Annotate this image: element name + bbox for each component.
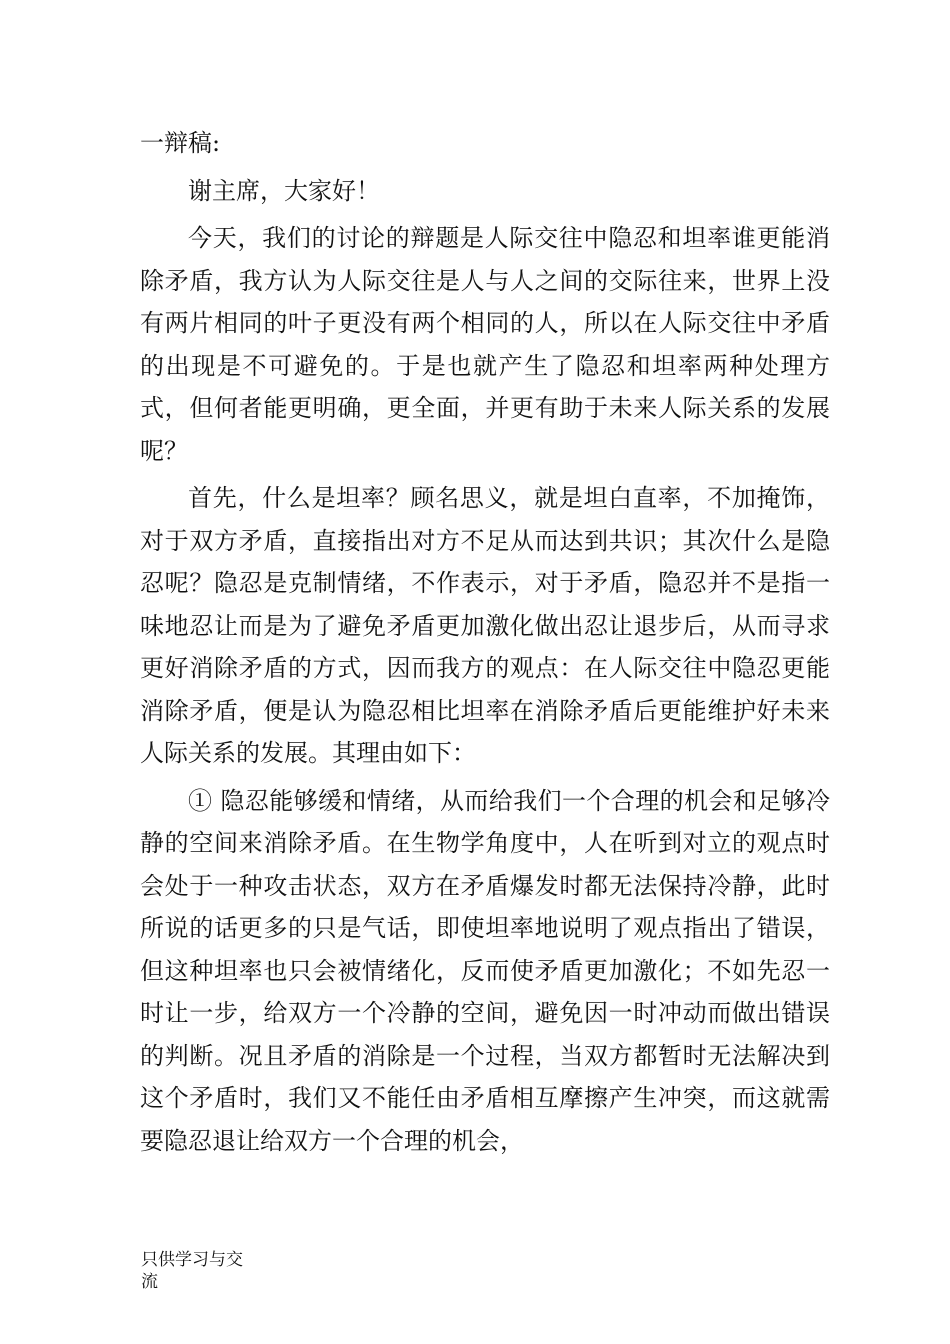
argument-one-paragraph: ① 隐忍能够缓和情绪，从而给我们一个合理的机会和足够冷静的空间来消除矛盾。在生物学角度中，人在听到对立的观点时会处于一种攻击状态，双方在矛盾爆发时都无法保持冷静，此时所说的话更多的只是气话，即使坦率地说明了观点指出了错误，但这种坦率也只会被情绪化，反而使矛盾更加激化；不如先忍一时让一步，给双方一个冷静的空间，避免因一时冲动而做出错误的判断。况且矛盾的消除是一个过程，当双方都暂时无法解决到这个矛盾时，我们又不能任由矛盾相互摩擦产生冲突，而这就需要隐忍退让给双方一个合理的机会，: [140, 786, 830, 1155]
page-footer-note: 只供学习与交流: [141, 1250, 243, 1292]
document-body: [140, 122, 830, 1162]
greeting-paragraph: 谢主席，大家好！: [188, 176, 380, 205]
document-heading: 一辩稿:: [140, 129, 221, 157]
intro-paragraph: 今天，我们的讨论的辩题是人际交往中隐忍和坦率谁更能消除矛盾，我方认为人际交往是人与人之间的交际往来，世界上没有两片相同的叶子更没有两个相同的人，所以在人际交往中矛盾的出现是不可避免的。于是也就产生了隐忍和坦率两种处理方式，但何者能更明确，更全面，并更有助于未来人际关系的发展呢？: [140, 224, 830, 465]
definition-paragraph: 首先，什么是坦率？顾名思义，就是坦白直率，不加掩饰，对于双方矛盾，直接指出对方不足从而达到共识；其次什么是隐忍呢？隐忍是克制情绪，不作表示，对于矛盾，隐忍并不是指一味地忍让而是为了避免矛盾更加激化做出忍让退步后，从而寻求更好消除矛盾的方式，因而我方的观点：在人际交往中隐忍更能消除矛盾，便是认为隐忍相比坦率在消除矛盾后更能维护好未来人际关系的发展。其理由如下：: [140, 484, 830, 767]
